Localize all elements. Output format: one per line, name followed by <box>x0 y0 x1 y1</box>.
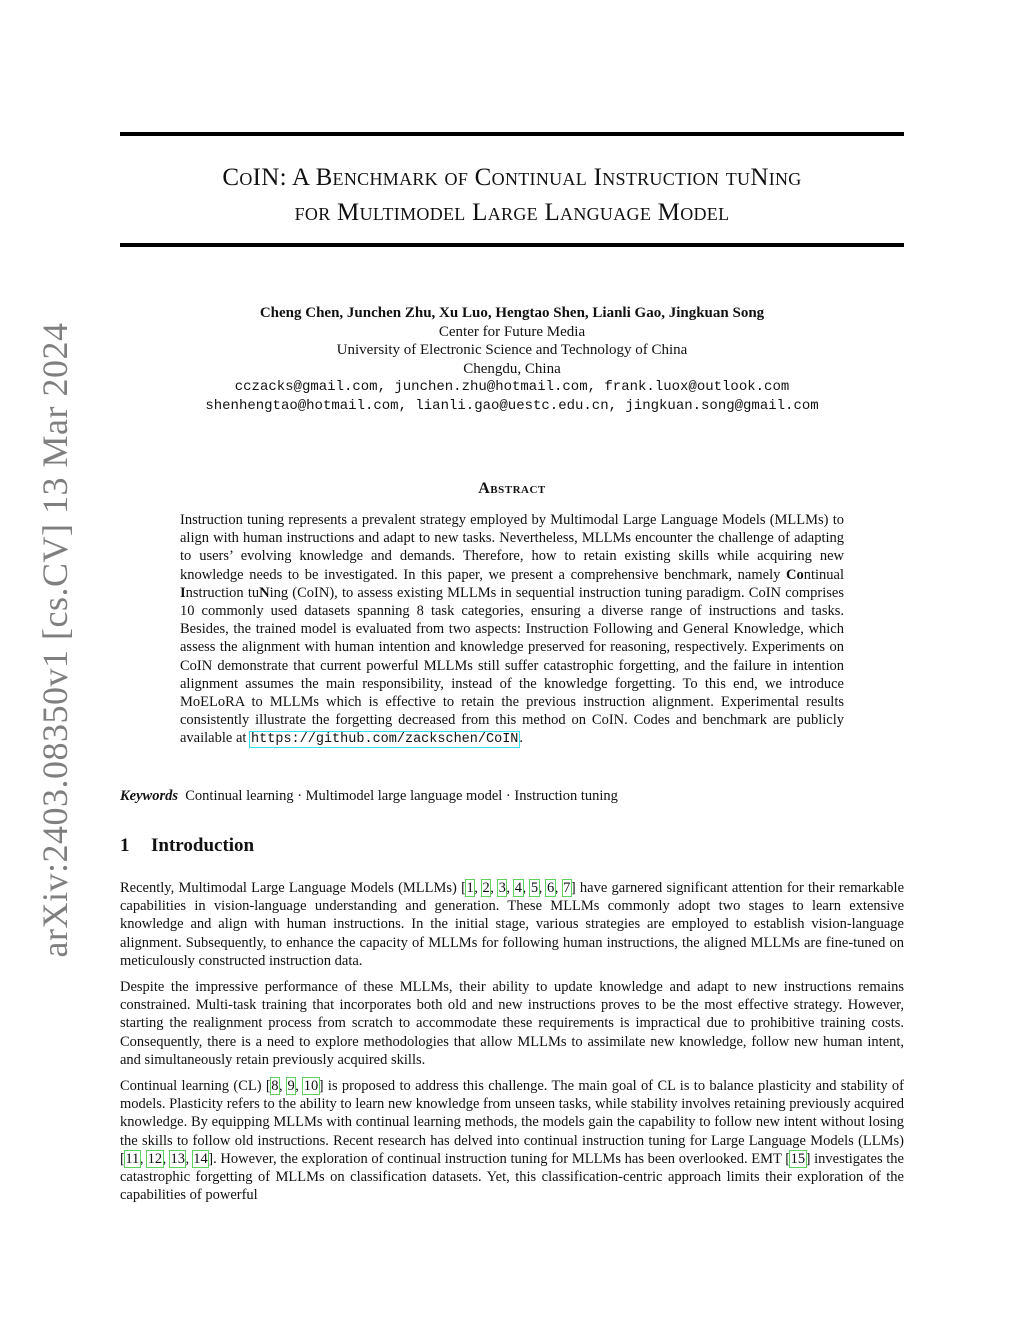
abstract-bold-co: Co <box>785 566 804 583</box>
abstract-text-a: Instruction tuning represents a prevalent strategy employed by Multimodal Large Language Models (MLLMs) to align with human instructions and adapt to new tasks. Nevertheless, MLLMs encounter the challenge of adapting to users’ evolving knowledge and demands. Therefore, how to retain existing skills while acquiring new knowledge needs to be investigated. In this paper, we present a comprehensive benchmark, namely <box>180 512 844 583</box>
citation-5[interactable]: 5 <box>530 880 539 896</box>
abstract-text-nstruction: nstruction tu <box>185 584 260 601</box>
citation-1[interactable]: 1 <box>466 880 474 896</box>
section-number: 1 <box>120 835 130 856</box>
paper-title <box>120 160 904 230</box>
p3-text-d: ] investigates the catastrophic forgetting of MLLMs on classification datasets. Yet, this classification-centric approach limits their exploration of the capabilities of powerful <box>120 1150 904 1204</box>
citation-3[interactable]: 3 <box>498 880 506 896</box>
affiliation-location: Chengdu, China <box>463 360 561 377</box>
citation-14[interactable]: 14 <box>193 1150 208 1167</box>
section-title: Introduction <box>151 835 255 856</box>
citation-15[interactable]: 15 <box>790 1150 806 1167</box>
author-block <box>120 304 904 415</box>
title-line-2: for Multimodel Large Language Model <box>294 199 730 226</box>
p3-text-a: Continual learning (CL) [ <box>120 1078 271 1095</box>
citation-8[interactable]: 8 <box>271 1078 279 1095</box>
abstract-bold-i: I <box>180 584 186 601</box>
author-emails-2: shenhengtao@hotmail.com, lianli.gao@uestc.edu.cn, jingkuan.song@gmail.com <box>205 397 819 414</box>
citation-7[interactable]: 7 <box>563 880 571 896</box>
abstract-heading: Abstract <box>478 480 546 497</box>
abstract-bold-n: N <box>259 584 270 601</box>
citation-9[interactable]: 9 <box>287 1078 295 1095</box>
citation-2[interactable]: 2 <box>482 880 490 896</box>
section-heading-introduction <box>120 835 254 857</box>
title-line-1: CoIN: A Benchmark of Continual Instruction tuNing <box>222 164 802 191</box>
abstract-text-b: ing (CoIN), to assess existing MLLMs in sequential instruction tuning paradigm. CoIN comprises 10 commonly used datasets spanning 8 task categories, ensuring a diverse range of instructions and tasks. Besides, the trained model is evaluated from two aspects: Instruction Following and General Knowledge, which assess the alignment with human intention and knowledge preserved for reasoning, respectively. Experiments on CoIN demonstrate that current powerful MLLMs still suffer catastrophic forgetting, and the failure in intention alignment assumes the main responsibility, instead of the knowledge forgetting. To this end, we introduce MoELoRA to MLLMs which is effective to retain the previous instruction alignment. Experimental results consistently illustrate the forgetting decreased from this method on CoIN. Codes and benchmark are publicly available at <box>180 584 844 747</box>
citation-6[interactable]: 6 <box>546 880 555 896</box>
p3-text-c: ]. However, the exploration of continual instruction tuning for MLLMs has been overlooked. EMT [ <box>208 1150 791 1167</box>
citation-11[interactable]: 11 <box>125 1150 140 1167</box>
keywords-text: Continual learning · Multimodel large language model · Instruction tuning <box>185 788 618 804</box>
introduction-body <box>120 879 904 1212</box>
author-names: Cheng Chen, Junchen Zhu, Xu Luo, Hengtao Shen, Lianli Gao, Jingkuan Song <box>259 305 765 321</box>
affiliation-university: University of Electronic Science and Technology of China <box>336 342 688 358</box>
abstract-end: . <box>519 730 524 747</box>
citation-12[interactable]: 12 <box>147 1150 163 1167</box>
author-emails-1: cczacks@gmail.com, junchen.zhu@hotmail.com, frank.luox@outlook.com <box>234 379 790 395</box>
citation-4[interactable]: 4 <box>514 880 523 896</box>
keywords-line <box>120 788 904 805</box>
paragraph-1: Recently, Multimodal Large Language Models (MLLMs) [1, 2, 3, 4, 5, 6, 7] have garnered significant attention for their remarkable capabilities in vision-language understanding and generation. These MLLMs commonly adopt two stages to learn extensive knowledge and align with human instructions. In the initial stage, various strategies are employed to establish vision-language alignment. Subsequently, to enhance the capacity of MLLMs for following human instructions, the aligned MLLMs are fine-tuned on meticulously constructed instruction data. <box>120 880 905 969</box>
github-link[interactable]: https://github.com/zackschen/CoIN <box>251 732 519 748</box>
p3-text-b: ] is proposed to address this challenge. The main goal of CL is to balance plasticity and stability of models. Plasticity refers to the ability to learn new knowledge from unseen tasks, while stability involves retaining previously acquired knowledge. By equipping MLLMs with continual learning methods, the models gain the capability to follow new intent without losing the skills to follow old instructions. Recent research has delved into continual instruction tuning for Large Language Models (LLMs) [ <box>120 1078 905 1167</box>
p1-text-a: Recently, Multimodal Large Language Models (MLLMs) [ <box>120 880 466 896</box>
title-rule-top <box>120 132 904 136</box>
citation-10[interactable]: 10 <box>303 1078 319 1095</box>
paragraph-2: Despite the impressive performance of these MLLMs, their ability to update knowledge and adapt to new instructions remains constrained. Multi-task training that incorporates both old and new instructions proves to be the most effective strategy. However, starting the realignment process from scratch to accommodate these requirements is impractical due to prohibitive training costs. Consequently, there is a need to explore methodologies that allow MLLMs to assimilate new knowledge, follow new human intent, and simultaneously retain previously acquired skills. <box>120 979 904 1068</box>
citation-13[interactable]: 13 <box>170 1150 185 1167</box>
arxiv-side-stamp: arXiv:2403.08350v1 [cs.CV] 13 Mar 2024 <box>35 322 75 958</box>
paragraph-3: Continual learning (CL) [8, 9, 10] is proposed to address this challenge. The main goal of CL is to balance plasticity and stability of models. Plasticity refers to the ability to learn new knowledge from unseen tasks, while stability involves retaining previously acquired knowledge. By equipping MLLMs with continual learning methods, the models gain the capability to follow new intent without losing the skills to follow old instructions. Recent research has delved into continual instruction tuning for Large Language Models (LLMs) [11, 12, 13, 14]. However, the exploration of continual instruction tuning for MLLMs has been overlooked. EMT [15] investigates the catastrophic forgetting of MLLMs on classification datasets. Yet, this classification-centric approach limits their exploration of the capabilities of powerful <box>120 1078 905 1204</box>
abstract-body <box>180 511 844 750</box>
abstract-text-ntinual: ntinual <box>803 566 844 583</box>
title-rule-bottom <box>120 243 904 247</box>
keywords-label: Keywords <box>120 788 178 804</box>
p1-text-b: ] have garnered significant attention for their remarkable capabilities in vision-language understanding and generation. These MLLMs commonly adopt two stages to learn extensive knowledge and align with human instructions. In the initial stage, various strategies are employed to establish vision-language alignment. Subsequently, to enhance the capacity of MLLMs for following human instructions, the aligned MLLMs are fine-tuned on meticulously constructed instruction data. <box>120 880 905 969</box>
affiliation-center: Center for Future Media <box>438 323 586 340</box>
